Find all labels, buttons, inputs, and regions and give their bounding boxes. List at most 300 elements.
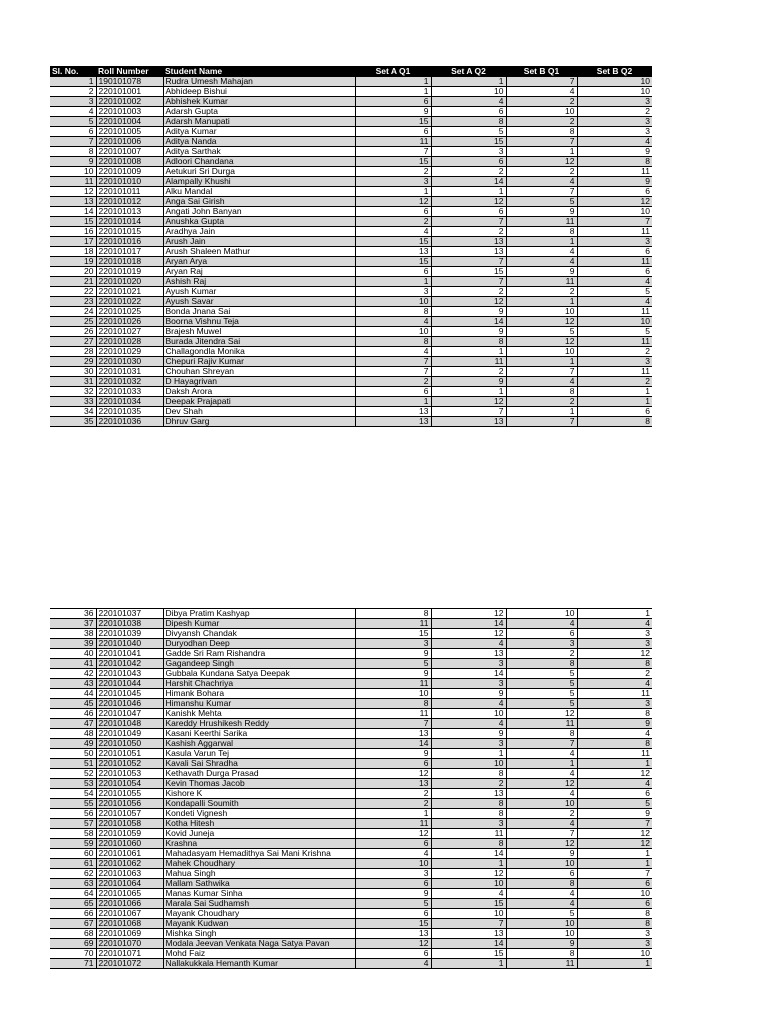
header-set-a-q1: Set A Q1 — [355, 66, 431, 77]
roll-number-cell: 220101035 — [96, 407, 163, 417]
student-name-cell: Ayush Kumar — [163, 287, 355, 297]
student-name-cell: Chouhan Shreyan — [163, 367, 355, 377]
marks-table-part-2 — [50, 608, 652, 969]
sl-no-cell: 66 — [50, 909, 96, 919]
table-row — [50, 127, 652, 137]
roll-number-cell: 220101027 — [96, 327, 163, 337]
table-row — [50, 919, 652, 929]
set-b-q2-cell: 9 — [577, 809, 652, 819]
set-b-q2-cell: 6 — [577, 789, 652, 799]
set-b-q1-cell: 4 — [506, 889, 577, 899]
student-name-cell: Himank Bohara — [163, 689, 355, 699]
sl-no-cell: 60 — [50, 849, 96, 859]
set-b-q1-cell: 4 — [506, 899, 577, 909]
sl-no-cell: 20 — [50, 267, 96, 277]
sl-no-cell: 24 — [50, 307, 96, 317]
set-a-q2-cell: 9 — [431, 327, 506, 337]
student-name-cell: Kasani Keerthi Sarika — [163, 729, 355, 739]
sl-no-cell: 1 — [50, 77, 96, 87]
set-b-q2-cell: 7 — [577, 217, 652, 227]
table-row — [50, 77, 652, 87]
sl-no-cell: 11 — [50, 177, 96, 187]
table-row — [50, 197, 652, 207]
table-row — [50, 899, 652, 909]
set-a-q2-cell: 13 — [431, 417, 506, 427]
set-b-q1-cell: 2 — [506, 117, 577, 127]
set-b-q1-cell: 4 — [506, 177, 577, 187]
student-name-cell: Daksh Arora — [163, 387, 355, 397]
set-a-q1-cell: 11 — [355, 679, 431, 689]
set-a-q2-cell: 10 — [431, 909, 506, 919]
set-b-q2-cell: 11 — [577, 689, 652, 699]
set-a-q1-cell: 8 — [355, 609, 431, 619]
table-row — [50, 669, 652, 679]
set-a-q2-cell: 15 — [431, 137, 506, 147]
student-name-cell: Bonda Jnana Sai — [163, 307, 355, 317]
sl-no-cell: 53 — [50, 779, 96, 789]
set-b-q1-cell: 12 — [506, 839, 577, 849]
set-b-q1-cell: 10 — [506, 929, 577, 939]
sl-no-cell: 55 — [50, 799, 96, 809]
table-row — [50, 247, 652, 257]
student-name-cell: Kishore K — [163, 789, 355, 799]
set-a-q2-cell: 2 — [431, 367, 506, 377]
table-row — [50, 959, 652, 969]
set-a-q2-cell: 13 — [431, 237, 506, 247]
set-a-q1-cell: 2 — [355, 377, 431, 387]
table-row — [50, 709, 652, 719]
student-name-cell: Rudra Umesh Mahajan — [163, 77, 355, 87]
marks-table-part-1 — [50, 66, 652, 427]
table-row — [50, 889, 652, 899]
roll-number-cell: 220101052 — [96, 759, 163, 769]
set-a-q2-cell: 2 — [431, 167, 506, 177]
set-b-q1-cell: 2 — [506, 397, 577, 407]
table-row — [50, 267, 652, 277]
set-b-q2-cell: 3 — [577, 237, 652, 247]
set-b-q1-cell: 10 — [506, 799, 577, 809]
set-a-q1-cell: 9 — [355, 889, 431, 899]
roll-number-cell: 220101012 — [96, 197, 163, 207]
roll-number-cell: 220101071 — [96, 949, 163, 959]
set-b-q1-cell: 8 — [506, 879, 577, 889]
set-a-q2-cell: 2 — [431, 227, 506, 237]
set-b-q1-cell: 8 — [506, 387, 577, 397]
set-a-q1-cell: 13 — [355, 929, 431, 939]
set-a-q2-cell: 8 — [431, 117, 506, 127]
table-row — [50, 639, 652, 649]
set-a-q2-cell: 10 — [431, 759, 506, 769]
student-name-cell: Adarsh Manupati — [163, 117, 355, 127]
roll-number-cell: 220101058 — [96, 819, 163, 829]
sl-no-cell: 67 — [50, 919, 96, 929]
set-a-q2-cell: 1 — [431, 347, 506, 357]
set-a-q1-cell: 4 — [355, 849, 431, 859]
set-a-q1-cell: 6 — [355, 949, 431, 959]
sl-no-cell: 16 — [50, 227, 96, 237]
table-row — [50, 699, 652, 709]
set-a-q1-cell: 9 — [355, 669, 431, 679]
table-row — [50, 849, 652, 859]
set-a-q2-cell: 7 — [431, 919, 506, 929]
set-b-q2-cell: 8 — [577, 659, 652, 669]
roll-number-cell: 220101063 — [96, 869, 163, 879]
roll-number-cell: 220101049 — [96, 729, 163, 739]
set-b-q1-cell: 9 — [506, 207, 577, 217]
sl-no-cell: 71 — [50, 959, 96, 969]
set-a-q2-cell: 2 — [431, 287, 506, 297]
set-b-q2-cell: 8 — [577, 739, 652, 749]
set-a-q1-cell: 13 — [355, 407, 431, 417]
sl-no-cell: 28 — [50, 347, 96, 357]
student-name-cell: Ashish Raj — [163, 277, 355, 287]
set-a-q1-cell: 7 — [355, 719, 431, 729]
table-row — [50, 779, 652, 789]
sl-no-cell: 46 — [50, 709, 96, 719]
sl-no-cell: 38 — [50, 629, 96, 639]
table-row — [50, 859, 652, 869]
set-a-q1-cell: 10 — [355, 859, 431, 869]
table-row — [50, 829, 652, 839]
student-name-cell: Kanishk Mehta — [163, 709, 355, 719]
set-a-q2-cell: 8 — [431, 337, 506, 347]
set-b-q1-cell: 11 — [506, 277, 577, 287]
set-b-q1-cell: 8 — [506, 949, 577, 959]
roll-number-cell: 220101008 — [96, 157, 163, 167]
roll-number-cell: 220101017 — [96, 247, 163, 257]
set-b-q1-cell: 5 — [506, 909, 577, 919]
student-name-cell: Dev Shah — [163, 407, 355, 417]
set-a-q1-cell: 13 — [355, 779, 431, 789]
sl-no-cell: 15 — [50, 217, 96, 227]
set-b-q2-cell: 4 — [577, 779, 652, 789]
set-a-q1-cell: 1 — [355, 809, 431, 819]
table-row — [50, 237, 652, 247]
set-a-q1-cell: 11 — [355, 137, 431, 147]
set-b-q2-cell: 2 — [577, 377, 652, 387]
set-b-q2-cell: 3 — [577, 939, 652, 949]
student-name-cell: Duryodhan Deep — [163, 639, 355, 649]
set-b-q2-cell: 8 — [577, 909, 652, 919]
roll-number-cell: 220101066 — [96, 899, 163, 909]
roll-number-cell: 220101047 — [96, 709, 163, 719]
sl-no-cell: 39 — [50, 639, 96, 649]
set-b-q2-cell: 11 — [577, 307, 652, 317]
set-b-q2-cell: 1 — [577, 397, 652, 407]
table-row — [50, 819, 652, 829]
set-b-q1-cell: 10 — [506, 609, 577, 619]
student-name-cell: Aditya Nanda — [163, 137, 355, 147]
student-name-cell: Alampally Khushi — [163, 177, 355, 187]
set-b-q2-cell: 1 — [577, 859, 652, 869]
student-name-cell: Anga Sai Girish — [163, 197, 355, 207]
student-name-cell: Kethavath Durga Prasad — [163, 769, 355, 779]
header-row — [50, 66, 652, 77]
table-row — [50, 929, 652, 939]
student-name-cell: Mohd Faiz — [163, 949, 355, 959]
table-row — [50, 909, 652, 919]
roll-number-cell: 220101016 — [96, 237, 163, 247]
set-b-q1-cell: 2 — [506, 97, 577, 107]
table-row — [50, 839, 652, 849]
sl-no-cell: 61 — [50, 859, 96, 869]
sl-no-cell: 19 — [50, 257, 96, 267]
header-set-a-q2: Set A Q2 — [431, 66, 506, 77]
set-a-q2-cell: 9 — [431, 307, 506, 317]
sl-no-cell: 12 — [50, 187, 96, 197]
set-b-q1-cell: 4 — [506, 257, 577, 267]
table-row — [50, 659, 652, 669]
set-b-q1-cell: 3 — [506, 639, 577, 649]
roll-number-cell: 220101029 — [96, 347, 163, 357]
set-b-q2-cell: 6 — [577, 899, 652, 909]
sl-no-cell: 58 — [50, 829, 96, 839]
table-row — [50, 387, 652, 397]
set-b-q1-cell: 12 — [506, 157, 577, 167]
table-row — [50, 629, 652, 639]
set-b-q1-cell: 1 — [506, 147, 577, 157]
roll-number-cell: 220101057 — [96, 809, 163, 819]
student-name-cell: Adarsh Gupta — [163, 107, 355, 117]
student-name-cell: Arush Shaleen Mathur — [163, 247, 355, 257]
table-row — [50, 719, 652, 729]
table-row — [50, 307, 652, 317]
set-b-q2-cell: 3 — [577, 127, 652, 137]
roll-number-cell: 190101078 — [96, 77, 163, 87]
set-b-q1-cell: 8 — [506, 729, 577, 739]
set-b-q1-cell: 1 — [506, 297, 577, 307]
roll-number-cell: 220101031 — [96, 367, 163, 377]
set-a-q2-cell: 15 — [431, 899, 506, 909]
set-a-q1-cell: 11 — [355, 619, 431, 629]
set-b-q2-cell: 6 — [577, 187, 652, 197]
set-b-q2-cell: 12 — [577, 649, 652, 659]
set-b-q2-cell: 4 — [577, 137, 652, 147]
roll-number-cell: 220101045 — [96, 689, 163, 699]
set-b-q2-cell: 10 — [577, 949, 652, 959]
set-a-q2-cell: 14 — [431, 317, 506, 327]
set-a-q2-cell: 14 — [431, 849, 506, 859]
sl-no-cell: 49 — [50, 739, 96, 749]
set-a-q1-cell: 12 — [355, 197, 431, 207]
student-name-cell: Kondapalli Soumith — [163, 799, 355, 809]
set-b-q2-cell: 1 — [577, 609, 652, 619]
set-b-q2-cell: 4 — [577, 277, 652, 287]
sl-no-cell: 21 — [50, 277, 96, 287]
table-row — [50, 649, 652, 659]
set-a-q2-cell: 9 — [431, 729, 506, 739]
set-a-q2-cell: 8 — [431, 809, 506, 819]
roll-number-cell: 220101067 — [96, 909, 163, 919]
set-a-q2-cell: 13 — [431, 929, 506, 939]
student-name-cell: Dipesh Kumar — [163, 619, 355, 629]
set-a-q1-cell: 7 — [355, 357, 431, 367]
set-a-q2-cell: 13 — [431, 247, 506, 257]
set-a-q1-cell: 1 — [355, 187, 431, 197]
table-row — [50, 729, 652, 739]
set-b-q2-cell: 7 — [577, 869, 652, 879]
set-a-q1-cell: 15 — [355, 117, 431, 127]
table-row — [50, 769, 652, 779]
set-a-q1-cell: 10 — [355, 297, 431, 307]
set-b-q1-cell: 4 — [506, 377, 577, 387]
roll-number-cell: 220101018 — [96, 257, 163, 267]
set-a-q1-cell: 12 — [355, 829, 431, 839]
sl-no-cell: 17 — [50, 237, 96, 247]
set-a-q2-cell: 10 — [431, 709, 506, 719]
set-a-q2-cell: 6 — [431, 107, 506, 117]
roll-number-cell: 220101030 — [96, 357, 163, 367]
set-b-q2-cell: 11 — [577, 367, 652, 377]
roll-number-cell: 220101068 — [96, 919, 163, 929]
set-a-q2-cell: 8 — [431, 769, 506, 779]
roll-number-cell: 220101046 — [96, 699, 163, 709]
sl-no-cell: 9 — [50, 157, 96, 167]
roll-number-cell: 220101060 — [96, 839, 163, 849]
roll-number-cell: 220101005 — [96, 127, 163, 137]
set-b-q1-cell: 4 — [506, 247, 577, 257]
student-name-cell: Marala Sai Sudhamsh — [163, 899, 355, 909]
set-a-q1-cell: 6 — [355, 127, 431, 137]
student-name-cell: Adloori Chandana — [163, 157, 355, 167]
set-b-q2-cell: 12 — [577, 839, 652, 849]
set-b-q1-cell: 4 — [506, 819, 577, 829]
set-b-q1-cell: 7 — [506, 137, 577, 147]
student-name-cell: D Hayagrivan — [163, 377, 355, 387]
table-row — [50, 107, 652, 117]
set-b-q2-cell: 1 — [577, 959, 652, 969]
set-b-q1-cell: 7 — [506, 367, 577, 377]
set-a-q1-cell: 13 — [355, 417, 431, 427]
roll-number-cell: 220101034 — [96, 397, 163, 407]
set-b-q2-cell: 3 — [577, 117, 652, 127]
set-b-q1-cell: 12 — [506, 709, 577, 719]
set-a-q2-cell: 1 — [431, 77, 506, 87]
header-set-b-q2: Set B Q2 — [577, 66, 652, 77]
set-b-q2-cell: 4 — [577, 297, 652, 307]
set-a-q2-cell: 1 — [431, 959, 506, 969]
table-row — [50, 939, 652, 949]
table-row — [50, 679, 652, 689]
set-a-q1-cell: 15 — [355, 237, 431, 247]
table-row — [50, 217, 652, 227]
student-name-cell: Kavali Sai Shradha — [163, 759, 355, 769]
roll-number-cell: 220101013 — [96, 207, 163, 217]
set-b-q2-cell: 3 — [577, 629, 652, 639]
set-a-q1-cell: 15 — [355, 919, 431, 929]
student-name-cell: Gubbala Kundana Satya Deepak — [163, 669, 355, 679]
header-sl-no: Sl. No. — [50, 66, 96, 77]
roll-number-cell: 220101059 — [96, 829, 163, 839]
set-b-q1-cell: 12 — [506, 317, 577, 327]
student-name-cell: Dibya Pratim Kashyap — [163, 609, 355, 619]
set-a-q1-cell: 6 — [355, 267, 431, 277]
set-a-q2-cell: 15 — [431, 267, 506, 277]
table-row — [50, 407, 652, 417]
roll-number-cell: 220101021 — [96, 287, 163, 297]
set-b-q1-cell: 5 — [506, 699, 577, 709]
student-name-cell: Kasula Varun Tej — [163, 749, 355, 759]
roll-number-cell: 220101036 — [96, 417, 163, 427]
set-b-q2-cell: 8 — [577, 417, 652, 427]
set-b-q2-cell: 10 — [577, 77, 652, 87]
student-name-cell: Abhishek Kumar — [163, 97, 355, 107]
set-b-q2-cell: 2 — [577, 107, 652, 117]
set-b-q2-cell: 9 — [577, 177, 652, 187]
sl-no-cell: 27 — [50, 337, 96, 347]
student-name-cell: Challagondla Monika — [163, 347, 355, 357]
sl-no-cell: 63 — [50, 879, 96, 889]
set-b-q1-cell: 10 — [506, 347, 577, 357]
set-b-q1-cell: 4 — [506, 87, 577, 97]
set-a-q2-cell: 6 — [431, 207, 506, 217]
set-a-q2-cell: 14 — [431, 939, 506, 949]
set-a-q2-cell: 3 — [431, 819, 506, 829]
sl-no-cell: 6 — [50, 127, 96, 137]
set-b-q1-cell: 4 — [506, 749, 577, 759]
student-name-cell: Gadde Sri Ram Rishandra — [163, 649, 355, 659]
set-b-q1-cell: 9 — [506, 849, 577, 859]
set-b-q2-cell: 5 — [577, 799, 652, 809]
table-row — [50, 157, 652, 167]
table-row — [50, 87, 652, 97]
set-a-q2-cell: 12 — [431, 397, 506, 407]
set-a-q1-cell: 1 — [355, 87, 431, 97]
set-b-q2-cell: 7 — [577, 819, 652, 829]
sl-no-cell: 31 — [50, 377, 96, 387]
table-row — [50, 759, 652, 769]
set-b-q1-cell: 2 — [506, 167, 577, 177]
set-a-q1-cell: 6 — [355, 879, 431, 889]
set-b-q2-cell: 4 — [577, 619, 652, 629]
set-b-q1-cell: 8 — [506, 659, 577, 669]
set-b-q1-cell: 1 — [506, 357, 577, 367]
table-row — [50, 137, 652, 147]
student-name-cell: Mahua Singh — [163, 869, 355, 879]
set-a-q2-cell: 4 — [431, 639, 506, 649]
set-a-q2-cell: 10 — [431, 879, 506, 889]
roll-number-cell: 220101039 — [96, 629, 163, 639]
set-a-q1-cell: 6 — [355, 839, 431, 849]
set-b-q2-cell: 8 — [577, 157, 652, 167]
sl-no-cell: 65 — [50, 899, 96, 909]
set-a-q2-cell: 5 — [431, 127, 506, 137]
roll-number-cell: 220101028 — [96, 337, 163, 347]
table-row — [50, 257, 652, 267]
set-b-q1-cell: 5 — [506, 669, 577, 679]
set-b-q2-cell: 2 — [577, 669, 652, 679]
table-row — [50, 327, 652, 337]
sl-no-cell: 50 — [50, 749, 96, 759]
set-a-q1-cell: 2 — [355, 167, 431, 177]
roll-number-cell: 220101009 — [96, 167, 163, 177]
student-name-cell: Chepuri Rajiv Kumar — [163, 357, 355, 367]
roll-number-cell: 220101053 — [96, 769, 163, 779]
set-a-q2-cell: 3 — [431, 659, 506, 669]
roll-number-cell: 220101038 — [96, 619, 163, 629]
set-a-q2-cell: 4 — [431, 889, 506, 899]
set-a-q2-cell: 13 — [431, 789, 506, 799]
set-b-q1-cell: 8 — [506, 127, 577, 137]
set-a-q1-cell: 8 — [355, 699, 431, 709]
roll-number-cell: 220101015 — [96, 227, 163, 237]
set-a-q2-cell: 1 — [431, 387, 506, 397]
set-a-q2-cell: 14 — [431, 619, 506, 629]
set-b-q1-cell: 5 — [506, 689, 577, 699]
roll-number-cell: 220101064 — [96, 879, 163, 889]
set-a-q2-cell: 1 — [431, 859, 506, 869]
table-row — [50, 619, 652, 629]
